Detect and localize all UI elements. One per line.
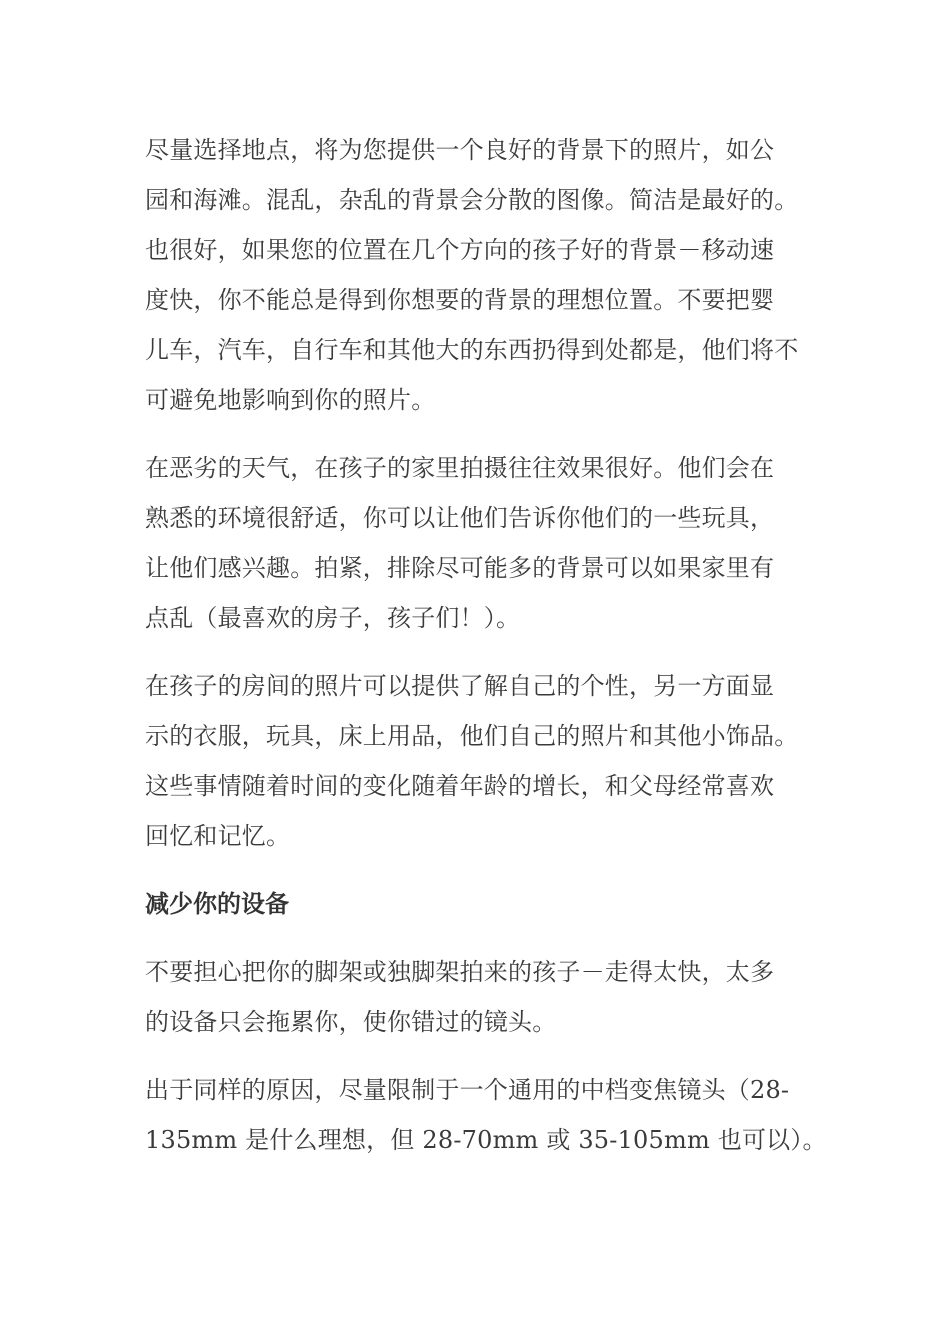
paragraph-childs-room [145,661,810,861]
text-line: 在孩子的房间的照片可以提供了解自己的个性，另一方面显 [145,672,775,700]
text-line: 不要担心把你的脚架或独脚架拍来的孩子－走得太快，太多 [145,958,775,986]
paragraph-location [145,125,810,425]
text-line: 尽量选择地点，将为您提供一个良好的背景下的照片，如公 [145,136,775,164]
text-line: 回忆和记忆。 [145,822,291,850]
text-line: 示的衣服，玩具，床上用品，他们自己的照片和其他小饰品。 [145,722,799,750]
text-line: 让他们感兴趣。拍紧，排除尽可能多的背景可以如果家里有 [145,554,775,582]
paragraph-tripod [145,947,810,1047]
text-line: 135mm 是什么理想，但 28-70mm 或 35-105mm 也可以）。 [145,1126,827,1154]
text-line: 点乱（最喜欢的房子，孩子们！）。 [145,604,521,632]
text-line: 园和海滩。混乱，杂乱的背景会分散的图像。简洁是最好的。 [145,186,799,214]
text-line: 可避免地影响到你的照片。 [145,386,436,414]
text-line: 的设备只会拖累你，使你错过的镜头。 [145,1008,557,1036]
paragraph-zoom-lens [145,1065,827,1165]
text-line: 在恶劣的天气，在孩子的家里拍摄往往效果很好。他们会在 [145,454,775,482]
section-heading: 减少你的设备 [145,890,289,918]
text-line: 这些事情随着时间的变化随着年龄的增长，和父母经常喜欢 [145,772,775,800]
text-line: 也很好，如果您的位置在几个方向的孩子好的背景－移动速 [145,236,775,264]
text-line: 熟悉的环境很舒适，你可以让他们告诉你他们的一些玩具， [145,504,775,532]
text-line: 度快，你不能总是得到你想要的背景的理想位置。不要把婴 [145,286,775,314]
text-line: 儿车，汽车，自行车和其他大的东西扔得到处都是，他们将不 [145,336,799,364]
text-line: 出于同样的原因，尽量限制于一个通用的中档变焦镜头（28- [145,1076,790,1104]
paragraph-bad-weather [145,443,810,643]
document-page [145,125,827,1165]
